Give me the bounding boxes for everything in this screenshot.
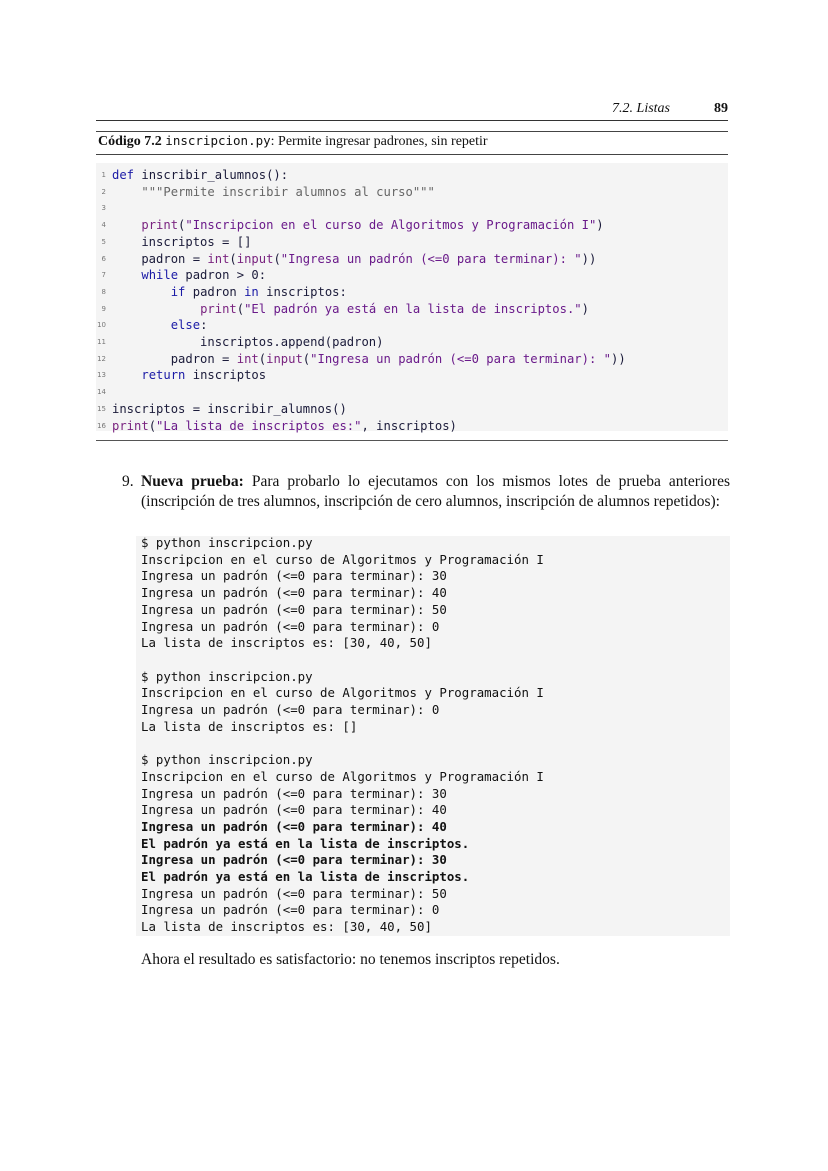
caption-bottom-rule (96, 154, 728, 155)
terminal-line: Ingresa un padrón (<=0 para terminar): 30 (141, 568, 447, 584)
terminal-line: Ingresa un padrón (<=0 para terminar): 0 (141, 702, 440, 717)
caption-filename: inscripcion.py (165, 133, 271, 148)
caption-top-rule (96, 131, 728, 132)
code-text: def inscribir_alumnos(): (112, 168, 289, 182)
line-number: 5 (101, 237, 106, 246)
code-text: print("Inscripcion en el curso de Algoritmos y Programación I") (141, 218, 604, 233)
terminal-line: Ingresa un padrón (<=0 para terminar): 40 (141, 818, 447, 834)
terminal-line: $ python inscripcion.py (141, 535, 313, 550)
section-title: 7.2. Listas (612, 101, 670, 116)
line-number: 12 (97, 354, 106, 363)
line-number: 13 (97, 371, 106, 380)
line-number: 10 (97, 321, 106, 330)
code-bottom-rule (96, 440, 728, 441)
code-text: if padron in inscriptos: (170, 284, 347, 299)
code-text: else: (170, 318, 208, 333)
header-rule (96, 120, 728, 121)
item-lead: Nueva prueba: (141, 473, 244, 490)
terminal-output (136, 536, 730, 936)
code-text: inscriptos = inscribir_alumnos() (112, 401, 347, 416)
terminal-line: La lista de inscriptos es: [30, 40, 50] (141, 919, 432, 935)
terminal-line: Ingresa un padrón (<=0 para terminar): 0 (141, 902, 440, 918)
line-number: 2 (101, 187, 106, 196)
terminal-line: Inscripcion en el curso de Algoritmos y Programación I (141, 685, 544, 701)
terminal-line: Ingresa un padrón (<=0 para terminar): 30 (141, 785, 447, 801)
item-body (141, 472, 730, 512)
terminal-line: Inscripcion en el curso de Algoritmos y Programación I (141, 768, 544, 784)
line-number: 11 (97, 338, 106, 346)
page-header (96, 100, 728, 120)
terminal-line: $ python inscripcion.py (141, 668, 313, 684)
terminal-line: El padrón ya está en la lista de inscriptos. (141, 835, 470, 851)
item-text: Para probarlo lo ejecutamos con los mismos lotes de prueba anteriores (inscripción de tres alumnos, inscripción de cero alumnos, inscripción de alumnos repetidos): (141, 473, 730, 510)
line-number: 6 (101, 254, 106, 263)
terminal-line: Ingresa un padrón (<=0 para terminar): 40 (141, 585, 447, 601)
terminal-line: Ingresa un padrón (<=0 para terminar): 50 (141, 885, 447, 901)
code-text: while padron > 0: (141, 268, 267, 283)
line-number: 8 (101, 287, 106, 296)
page-number: 89 (714, 101, 728, 116)
code-text: print("La lista de inscriptos es:", inscriptos) (112, 418, 457, 433)
code-text: inscriptos.append(padron) (112, 335, 384, 349)
code-text: """Permite inscribir alumnos al curso""" (141, 184, 435, 199)
caption-text: : Permite ingresar padrones, sin repetir (270, 134, 488, 149)
terminal-line: El padrón ya está en la lista de inscriptos. (141, 869, 470, 884)
caption-label: Código 7.2 (98, 134, 162, 149)
line-number: 16 (97, 421, 106, 430)
conclusion-text: Ahora el resultado es satisfactorio: no tenemos inscriptos repetidos. (141, 951, 560, 968)
terminal-line: Ingresa un padrón (<=0 para terminar): 50 (141, 601, 447, 617)
line-number: 15 (97, 404, 106, 413)
code-text: padron = int(input("Ingresa un padrón (<=0 para terminar): ")) (112, 251, 597, 266)
code-listing (96, 163, 728, 431)
terminal-line: Ingresa un padrón (<=0 para terminar): 0 (141, 618, 440, 634)
terminal-line: La lista de inscriptos es: [30, 40, 50] (141, 635, 432, 651)
terminal-line: Inscripcion en el curso de Algoritmos y Programación I (141, 551, 544, 567)
terminal-line: $ python inscripcion.py (141, 752, 313, 768)
code-text: return inscriptos (141, 368, 267, 383)
item-number: 9. (122, 473, 134, 490)
code-caption (98, 133, 488, 150)
line-number: 14 (97, 388, 106, 397)
line-number: 9 (101, 304, 106, 313)
code-text: padron = int(input("Ingresa un padrón (<=0 para terminar): ")) (112, 351, 626, 366)
code-text: print("El padrón ya está en la lista de inscriptos.") (200, 301, 589, 316)
line-number: 3 (101, 204, 106, 213)
terminal-line: Ingresa un padrón (<=0 para terminar): 40 (141, 802, 447, 818)
terminal-line: Ingresa un padrón (<=0 para terminar): 30 (141, 852, 447, 868)
line-number: 4 (101, 221, 106, 230)
code-text: inscriptos = [] (112, 234, 252, 249)
terminal-line: La lista de inscriptos es: [] (141, 718, 358, 734)
line-number: 7 (101, 271, 106, 280)
line-number: 1 (101, 171, 106, 179)
